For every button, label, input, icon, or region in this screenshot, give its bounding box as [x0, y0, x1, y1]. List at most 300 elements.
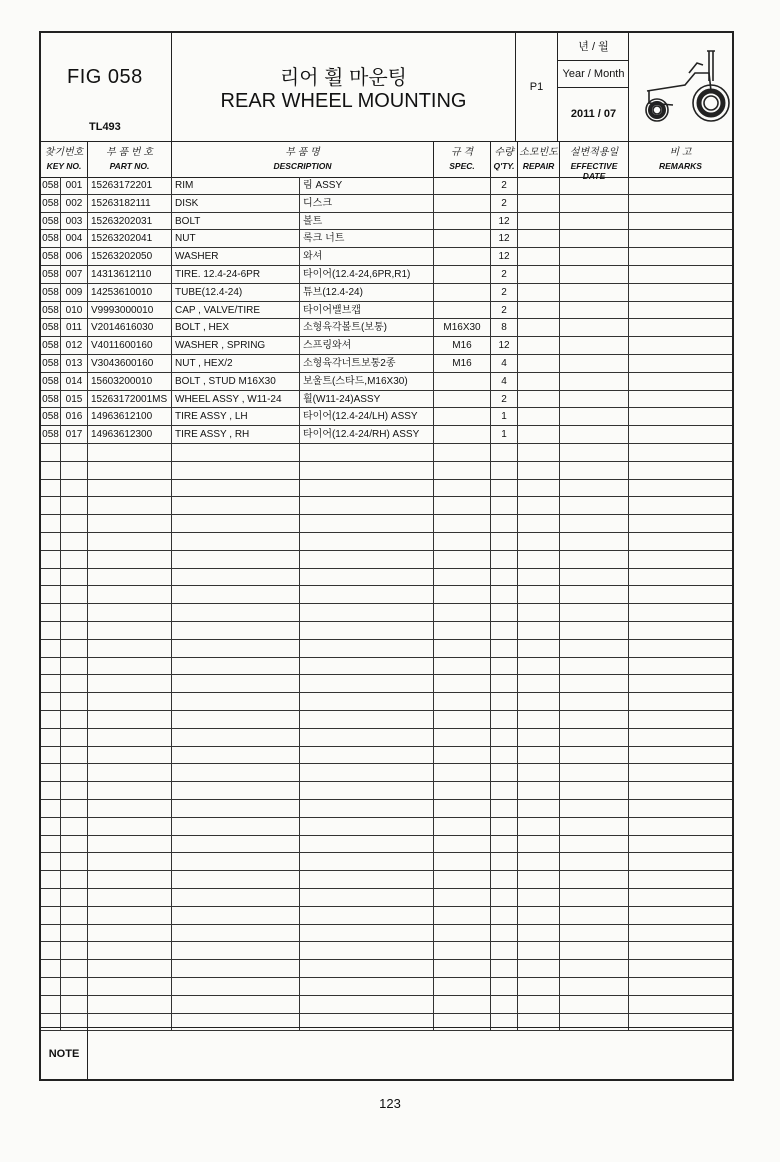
spec-cell	[434, 551, 491, 568]
description-en-cell	[172, 515, 300, 532]
repair-cell	[518, 871, 560, 888]
table-row	[41, 408, 732, 426]
fig-cell	[41, 586, 61, 603]
repair-cell	[518, 266, 560, 283]
description-en-cell	[172, 711, 300, 728]
part-no-cell	[88, 800, 172, 817]
year-month-value: 2011 / 07	[570, 108, 617, 120]
remarks-cell	[629, 284, 732, 301]
effective-date-cell	[560, 889, 629, 906]
fig-number: FIG 058	[67, 66, 143, 88]
key-no-cell: 007	[61, 266, 88, 283]
spec-cell	[434, 747, 491, 764]
qty-cell: 8	[491, 319, 518, 336]
key-no-cell: 002	[61, 195, 88, 212]
repair-cell	[518, 248, 560, 265]
description-ko-cell: 디스크	[300, 195, 434, 212]
empty-row	[41, 497, 732, 515]
key-no-cell	[61, 729, 88, 746]
fig-cell: 058	[41, 319, 61, 336]
description-ko-cell	[300, 497, 434, 514]
empty-row	[41, 533, 732, 551]
empty-row	[41, 693, 732, 711]
table-row	[41, 195, 732, 213]
remarks-cell	[629, 497, 732, 514]
empty-row	[41, 960, 732, 978]
remarks-cell	[629, 604, 732, 621]
qty-cell	[491, 925, 518, 942]
qty-cell: 12	[491, 213, 518, 230]
description-en-cell: BOLT , STUD M16X30	[172, 373, 300, 390]
key-no-cell	[61, 978, 88, 995]
remarks-cell	[629, 480, 732, 497]
effective-date-cell	[560, 533, 629, 550]
effective-date-cell	[560, 302, 629, 319]
effective-date-cell	[560, 444, 629, 461]
repair-cell	[518, 907, 560, 924]
fig-cell	[41, 800, 61, 817]
key-no-cell: 016	[61, 408, 88, 425]
fig-cell: 058	[41, 195, 61, 212]
spec-cell	[434, 604, 491, 621]
spec-cell	[434, 622, 491, 639]
spec-cell	[434, 729, 491, 746]
fig-cell	[41, 551, 61, 568]
effective-date-cell	[560, 604, 629, 621]
fig-cell: 058	[41, 391, 61, 408]
key-no-cell	[61, 586, 88, 603]
description-en-cell	[172, 640, 300, 657]
key-no-cell	[61, 480, 88, 497]
tractor-icon	[629, 33, 732, 141]
remarks-cell	[629, 426, 732, 443]
key-no-cell	[61, 675, 88, 692]
repair-cell	[518, 284, 560, 301]
fig-cell	[41, 675, 61, 692]
qty-cell	[491, 586, 518, 603]
qty-cell: 2	[491, 195, 518, 212]
key-no-cell	[61, 497, 88, 514]
qty-cell	[491, 533, 518, 550]
description-ko-cell	[300, 747, 434, 764]
description-ko-cell: 튜브(12.4-24)	[300, 284, 434, 301]
description-en-cell	[172, 604, 300, 621]
page-cell	[516, 33, 558, 141]
description-ko-cell	[300, 853, 434, 870]
repair-cell	[518, 818, 560, 835]
part-no-cell: V4011600160	[88, 337, 172, 354]
key-no-cell: 006	[61, 248, 88, 265]
effective-date-cell	[560, 764, 629, 781]
remarks-cell	[629, 782, 732, 799]
qty-cell	[491, 515, 518, 532]
key-no-cell	[61, 836, 88, 853]
description-en-cell	[172, 480, 300, 497]
spec-cell	[434, 515, 491, 532]
fig-cell	[41, 747, 61, 764]
effective-date-cell	[560, 871, 629, 888]
part-no-cell	[88, 551, 172, 568]
repair-cell	[518, 355, 560, 372]
col-description: 부 품 명 DESCRIPTION	[172, 141, 434, 177]
part-no-cell	[88, 889, 172, 906]
spec-cell	[434, 996, 491, 1013]
description-ko-cell: 림 ASSY	[300, 177, 434, 194]
fig-cell: 058	[41, 302, 61, 319]
spec-cell	[434, 195, 491, 212]
empty-row	[41, 764, 732, 782]
repair-cell	[518, 177, 560, 194]
remarks-cell	[629, 729, 732, 746]
repair-cell	[518, 693, 560, 710]
part-no-cell	[88, 604, 172, 621]
description-ko-cell: 볼트	[300, 213, 434, 230]
key-no-cell	[61, 533, 88, 550]
description-en-cell	[172, 675, 300, 692]
qty-cell	[491, 462, 518, 479]
remarks-cell	[629, 533, 732, 550]
key-no-cell	[61, 925, 88, 942]
remarks-cell	[629, 996, 732, 1013]
remarks-cell	[629, 658, 732, 675]
fig-cell	[41, 889, 61, 906]
description-en-cell	[172, 782, 300, 799]
remarks-cell	[629, 355, 732, 372]
key-no-cell	[61, 569, 88, 586]
remarks-cell	[629, 569, 732, 586]
part-no-cell: 14253610010	[88, 284, 172, 301]
fig-cell: 058	[41, 177, 61, 194]
effective-date-cell	[560, 569, 629, 586]
description-ko-cell: 소형육각너트보통2종	[300, 355, 434, 372]
description-ko-cell	[300, 551, 434, 568]
effective-date-cell	[560, 836, 629, 853]
qty-cell: 12	[491, 230, 518, 247]
fig-cell: 058	[41, 284, 61, 301]
qty-cell	[491, 782, 518, 799]
spec-cell	[434, 711, 491, 728]
page-number: 123	[379, 1096, 401, 1111]
fig-cell	[41, 640, 61, 657]
remarks-cell	[629, 195, 732, 212]
part-no-cell	[88, 853, 172, 870]
part-no-cell	[88, 960, 172, 977]
spec-cell	[434, 391, 491, 408]
fig-cell: 058	[41, 408, 61, 425]
spec-cell	[434, 586, 491, 603]
key-no-cell: 015	[61, 391, 88, 408]
effective-date-cell	[560, 711, 629, 728]
empty-row	[41, 622, 732, 640]
remarks-cell	[629, 960, 732, 977]
description-en-cell	[172, 462, 300, 479]
qty-cell	[491, 853, 518, 870]
description-ko-cell	[300, 586, 434, 603]
table-row	[41, 177, 732, 195]
description-en-cell	[172, 853, 300, 870]
description-ko-cell: 소형육각볼트(보통)	[300, 319, 434, 336]
key-no-cell: 012	[61, 337, 88, 354]
qty-cell: 4	[491, 355, 518, 372]
description-en-cell: BOLT	[172, 213, 300, 230]
description-ko-cell	[300, 925, 434, 942]
description-en-cell: WHEEL ASSY , W11-24	[172, 391, 300, 408]
empty-row	[41, 551, 732, 569]
description-ko-cell	[300, 480, 434, 497]
description-ko-cell	[300, 622, 434, 639]
part-no-cell: 14313612110	[88, 266, 172, 283]
qty-cell	[491, 836, 518, 853]
fig-cell	[41, 462, 61, 479]
effective-date-cell	[560, 551, 629, 568]
effective-date-cell	[560, 818, 629, 835]
description-en-cell	[172, 907, 300, 924]
key-no-cell	[61, 693, 88, 710]
description-ko-cell	[300, 889, 434, 906]
part-no-cell	[88, 996, 172, 1013]
repair-cell	[518, 391, 560, 408]
qty-cell	[491, 800, 518, 817]
part-no-cell: 15263202050	[88, 248, 172, 265]
title-cell	[172, 33, 516, 141]
qty-cell: 1	[491, 408, 518, 425]
title-korean: 리어 휠 마운팅	[279, 67, 408, 89]
remarks-cell	[629, 640, 732, 657]
effective-date-cell	[560, 284, 629, 301]
qty-cell	[491, 978, 518, 995]
part-no-cell	[88, 462, 172, 479]
remarks-cell	[629, 836, 732, 853]
description-en-cell	[172, 569, 300, 586]
qty-cell	[491, 569, 518, 586]
spec-cell	[434, 782, 491, 799]
fig-cell: 058	[41, 266, 61, 283]
key-no-cell	[61, 818, 88, 835]
description-en-cell	[172, 978, 300, 995]
effective-date-cell	[560, 462, 629, 479]
spec-cell	[434, 497, 491, 514]
spec-cell	[434, 408, 491, 425]
description-ko-cell	[300, 515, 434, 532]
repair-cell	[518, 569, 560, 586]
description-ko-cell: 타이어(12.4-24/RH) ASSY	[300, 426, 434, 443]
qty-cell	[491, 960, 518, 977]
spec-cell	[434, 693, 491, 710]
description-en-cell: BOLT , HEX	[172, 319, 300, 336]
effective-date-cell	[560, 195, 629, 212]
part-no-cell	[88, 818, 172, 835]
fig-cell	[41, 693, 61, 710]
repair-cell	[518, 889, 560, 906]
remarks-cell	[629, 373, 732, 390]
description-ko-cell	[300, 693, 434, 710]
description-en-cell: WASHER , SPRING	[172, 337, 300, 354]
effective-date-cell	[560, 800, 629, 817]
spec-cell	[434, 569, 491, 586]
repair-cell	[518, 213, 560, 230]
spec-cell: M16	[434, 337, 491, 354]
empty-row	[41, 675, 732, 693]
qty-cell	[491, 747, 518, 764]
empty-row	[41, 907, 732, 925]
repair-cell	[518, 711, 560, 728]
fig-cell	[41, 853, 61, 870]
remarks-cell	[629, 391, 732, 408]
key-no-cell	[61, 658, 88, 675]
repair-cell	[518, 497, 560, 514]
description-en-cell	[172, 889, 300, 906]
qty-cell	[491, 551, 518, 568]
description-ko-cell	[300, 818, 434, 835]
part-no-cell: 15263202031	[88, 213, 172, 230]
description-en-cell: TIRE ASSY , LH	[172, 408, 300, 425]
description-en-cell: WASHER	[172, 248, 300, 265]
empty-row	[41, 569, 732, 587]
note-section	[41, 1027, 732, 1080]
remarks-cell	[629, 675, 732, 692]
col-repair: 소모빈도 REPAIR	[518, 141, 560, 177]
qty-cell	[491, 729, 518, 746]
remarks-cell	[629, 177, 732, 194]
fig-cell: 058	[41, 337, 61, 354]
description-ko-cell	[300, 640, 434, 657]
remarks-cell	[629, 213, 732, 230]
remarks-cell	[629, 622, 732, 639]
repair-cell	[518, 426, 560, 443]
description-ko-cell	[300, 800, 434, 817]
empty-row	[41, 871, 732, 889]
description-en-cell	[172, 818, 300, 835]
repair-cell	[518, 462, 560, 479]
key-no-cell	[61, 960, 88, 977]
fig-cell	[41, 533, 61, 550]
remarks-cell	[629, 444, 732, 461]
remarks-cell	[629, 800, 732, 817]
qty-cell	[491, 889, 518, 906]
remarks-cell	[629, 408, 732, 425]
page-label: P1	[529, 81, 544, 93]
spec-cell	[434, 444, 491, 461]
fig-cell	[41, 658, 61, 675]
year-month-label: Year / Month	[558, 61, 629, 88]
part-no-cell	[88, 675, 172, 692]
description-ko-cell	[300, 444, 434, 461]
part-no-cell	[88, 836, 172, 853]
spec-cell	[434, 818, 491, 835]
effective-date-cell	[560, 853, 629, 870]
description-ko-cell	[300, 729, 434, 746]
effective-date-cell	[560, 177, 629, 194]
qty-cell	[491, 604, 518, 621]
spec-cell	[434, 177, 491, 194]
effective-date-cell	[560, 747, 629, 764]
part-no-cell	[88, 640, 172, 657]
spec-cell	[434, 248, 491, 265]
spec-cell	[434, 533, 491, 550]
repair-cell	[518, 586, 560, 603]
remarks-cell	[629, 515, 732, 532]
key-no-cell	[61, 444, 88, 461]
empty-row	[41, 515, 732, 533]
fig-cell	[41, 925, 61, 942]
key-no-cell	[61, 604, 88, 621]
remarks-cell	[629, 266, 732, 283]
remarks-cell	[629, 978, 732, 995]
key-no-cell	[61, 462, 88, 479]
description-en-cell	[172, 693, 300, 710]
spec-cell	[434, 800, 491, 817]
spec-cell	[434, 266, 491, 283]
repair-cell	[518, 978, 560, 995]
key-no-cell	[61, 551, 88, 568]
key-no-cell: 001	[61, 177, 88, 194]
key-no-cell: 017	[61, 426, 88, 443]
part-no-cell	[88, 907, 172, 924]
effective-date-cell	[560, 213, 629, 230]
col-spec: 규 격 SPEC.	[434, 141, 491, 177]
repair-cell	[518, 480, 560, 497]
table-row	[41, 426, 732, 444]
description-en-cell	[172, 747, 300, 764]
repair-cell	[518, 373, 560, 390]
description-ko-cell	[300, 604, 434, 621]
description-en-cell: TIRE. 12.4-24-6PR	[172, 266, 300, 283]
spec-cell	[434, 373, 491, 390]
repair-cell	[518, 942, 560, 959]
effective-date-cell	[560, 925, 629, 942]
effective-date-cell	[560, 391, 629, 408]
fig-cell: 058	[41, 426, 61, 443]
part-no-cell: 15263172001MS	[88, 391, 172, 408]
description-en-cell	[172, 764, 300, 781]
repair-cell	[518, 622, 560, 639]
description-en-cell	[172, 622, 300, 639]
effective-date-cell	[560, 355, 629, 372]
fig-cell	[41, 604, 61, 621]
model-name: TL493	[89, 121, 121, 133]
qty-cell: 1	[491, 426, 518, 443]
effective-date-cell	[560, 408, 629, 425]
year-month-cell	[558, 33, 629, 141]
qty-cell	[491, 497, 518, 514]
qty-cell	[491, 942, 518, 959]
fig-cell	[41, 836, 61, 853]
repair-cell	[518, 230, 560, 247]
description-en-cell: NUT	[172, 230, 300, 247]
empty-row	[41, 462, 732, 480]
qty-cell	[491, 675, 518, 692]
remarks-cell	[629, 302, 732, 319]
fig-cell	[41, 818, 61, 835]
description-ko-cell: 휠(W11-24)ASSY	[300, 391, 434, 408]
empty-row	[41, 782, 732, 800]
column-header	[41, 141, 732, 181]
effective-date-cell	[560, 586, 629, 603]
key-no-cell	[61, 747, 88, 764]
spec-cell	[434, 925, 491, 942]
effective-date-cell	[560, 693, 629, 710]
table-row	[41, 319, 732, 337]
empty-row	[41, 996, 732, 1014]
empty-row	[41, 480, 732, 498]
table-row	[41, 355, 732, 373]
part-no-cell: 15263182111	[88, 195, 172, 212]
key-no-cell	[61, 942, 88, 959]
spec-cell: M16	[434, 355, 491, 372]
description-ko-cell: 타이어(12.4-24,6PR,R1)	[300, 266, 434, 283]
spec-cell	[434, 871, 491, 888]
repair-cell	[518, 764, 560, 781]
